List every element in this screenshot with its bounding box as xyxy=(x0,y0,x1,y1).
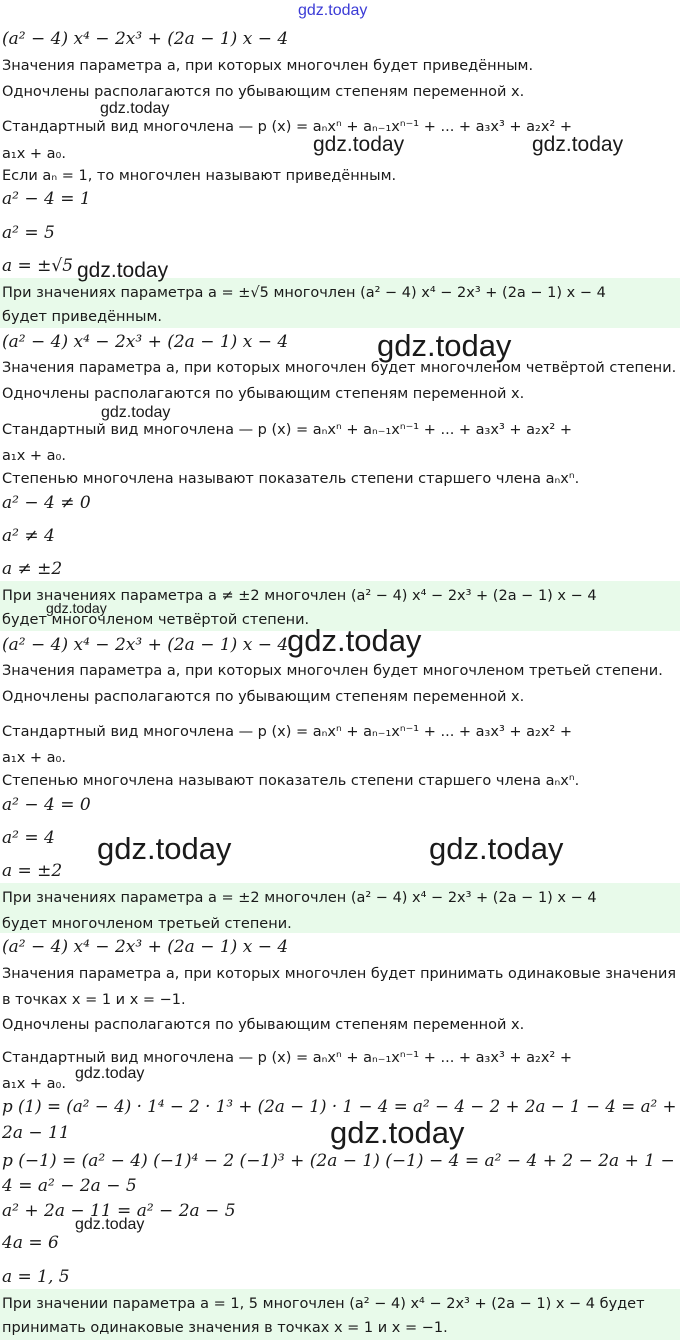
header-watermark: gdz.today xyxy=(298,2,368,19)
watermark-text: gdz.today xyxy=(313,133,405,156)
s1-order-note: Одночлены располагаются по убывающим степеням переменной x. xyxy=(2,84,525,100)
s3-standard-form-cont: a₁x + a₀. xyxy=(2,750,66,766)
s3-standard-form: Стандартный вид многочлена — p (x) = aₙxⁿ + aₙ₋₁xⁿ⁻¹ + ... + a₃x³ + a₂x² + xyxy=(2,724,572,740)
s4-equation3: a = 1, 5 xyxy=(2,1267,70,1287)
s1-standard-form-cont: a₁x + a₀. xyxy=(2,146,66,162)
s4-expression: (a² − 4) x⁴ − 2x³ + (2a − 1) x − 4 xyxy=(2,937,289,957)
s4-standard-form: Стандартный вид многочлена — p (x) = aₙxⁿ + aₙ₋₁xⁿ⁻¹ + ... + a₃x³ + a₂x² + xyxy=(2,1050,572,1066)
watermark-text: gdz.today xyxy=(75,1065,145,1082)
watermark-text: gdz.today xyxy=(429,831,564,866)
s4-p1-line1: p (1) = (a² − 4) · 1⁴ − 2 · 1³ + (2a − 1) · 1 − 4 = a² − 4 − 2 + 2a − 1 − 4 = a² + xyxy=(2,1097,677,1117)
s3-step2: a² = 4 xyxy=(2,828,55,848)
s2-step3: a ≠ ±2 xyxy=(2,559,63,579)
s4-equation2: 4a = 6 xyxy=(2,1233,59,1253)
s2-standard-form: Стандартный вид многочлена — p (x) = aₙxⁿ + aₙ₋₁xⁿ⁻¹ + ... + a₃x³ + a₂x² + xyxy=(2,422,572,438)
s1-step3: a = ±√5 xyxy=(2,256,74,276)
watermark-text: gdz.today xyxy=(532,133,624,156)
watermark-text: gdz.today xyxy=(377,328,512,363)
s1-answer-line2: будет приведённым. xyxy=(2,309,163,325)
s3-rule: Степенью многочлена называют показатель степени старшего члена aₙxⁿ. xyxy=(2,773,580,789)
s2-rule: Степенью многочлена называют показатель степени старшего члена aₙxⁿ. xyxy=(2,471,580,487)
s4-question-line1: Значения параметра a, при которых многочлен будет принимать одинаковые значения xyxy=(2,966,677,982)
s2-question: Значения параметра a, при которых многочлен будет многочленом четвёртой степени. xyxy=(2,360,677,376)
s2-step1: a² − 4 ≠ 0 xyxy=(2,493,91,513)
s4-order-note: Одночлены располагаются по убывающим степеням переменной x. xyxy=(2,1017,525,1033)
s4-pm1-line2: 4 = a² − 2a − 5 xyxy=(2,1176,137,1196)
s3-answer-line2: будет многочленом третьей степени. xyxy=(2,916,292,932)
watermark-text: gdz.today xyxy=(287,623,422,658)
s4-answer-line1: При значении параметра a = 1, 5 многочлен (a² − 4) x⁴ − 2x³ + (2a − 1) x − 4 будет xyxy=(2,1296,645,1312)
s1-answer-line1: При значениях параметра a = ±√5 многочлен (a² − 4) x⁴ − 2x³ + (2a − 1) x − 4 xyxy=(2,285,606,301)
watermark-text: gdz.today xyxy=(77,259,169,282)
watermark-text: gdz.today xyxy=(97,831,232,866)
s4-answer-box xyxy=(0,1289,680,1340)
s1-step2: a² = 5 xyxy=(2,223,55,243)
watermark-text: gdz.today xyxy=(101,404,171,421)
watermark-text: gdz.today xyxy=(75,1216,145,1233)
s3-expression: (a² − 4) x⁴ − 2x³ + (2a − 1) x − 4 xyxy=(2,635,289,655)
s1-rule: Если aₙ = 1, то многочлен называют приведённым. xyxy=(2,168,397,184)
watermark-text: gdz.today xyxy=(100,100,170,117)
s1-standard-form: Стандартный вид многочлена — p (x) = aₙxⁿ + aₙ₋₁xⁿ⁻¹ + ... + a₃x³ + a₂x² + xyxy=(2,119,572,135)
s2-answer-line1: При значениях параметра a ≠ ±2 многочлен (a² − 4) x⁴ − 2x³ + (2a − 1) x − 4 xyxy=(2,588,597,604)
s3-question: Значения параметра a, при которых многочлен будет многочленом третьей степени. xyxy=(2,663,663,679)
s3-step1: a² − 4 = 0 xyxy=(2,795,91,815)
s2-expression: (a² − 4) x⁴ − 2x³ + (2a − 1) x − 4 xyxy=(2,332,289,352)
s3-order-note: Одночлены располагаются по убывающим степеням переменной x. xyxy=(2,689,525,705)
s1-answer-box xyxy=(0,278,680,328)
s4-p1-line2: 2a − 11 xyxy=(2,1123,70,1143)
s4-equation1: a² + 2a − 11 = a² − 2a − 5 xyxy=(2,1201,236,1221)
s1-expression: (a² − 4) x⁴ − 2x³ + (2a − 1) x − 4 xyxy=(2,29,289,49)
s1-step1: a² − 4 = 1 xyxy=(2,189,91,209)
s4-pm1-line1: p (−1) = (a² − 4) (−1)⁴ − 2 (−1)³ + (2a − 1) (−1) − 4 = a² − 4 + 2 − 2a + 1 − xyxy=(2,1151,675,1171)
watermark-text: gdz.today xyxy=(46,600,107,616)
s4-answer-line2: принимать одинаковые значения в точках x = 1 и x = −1. xyxy=(2,1320,448,1336)
s2-step2: a² ≠ 4 xyxy=(2,526,55,546)
s2-standard-form-cont: a₁x + a₀. xyxy=(2,448,66,464)
s1-question: Значения параметра a, при которых многочлен будет приведённым. xyxy=(2,58,534,74)
s3-step3: a = ±2 xyxy=(2,861,63,881)
s2-answer-line2: будет многочленом четвёртой степени. xyxy=(2,612,310,628)
watermark-text: gdz.today xyxy=(330,1115,465,1150)
s4-question-line2: в точках x = 1 и x = −1. xyxy=(2,992,186,1008)
s2-order-note: Одночлены располагаются по убывающим степеням переменной x. xyxy=(2,386,525,402)
s4-standard-form-cont: a₁x + a₀. xyxy=(2,1076,66,1092)
s3-answer-line1: При значениях параметра a = ±2 многочлен (a² − 4) x⁴ − 2x³ + (2a − 1) x − 4 xyxy=(2,890,597,906)
s3-answer-box xyxy=(0,883,680,933)
